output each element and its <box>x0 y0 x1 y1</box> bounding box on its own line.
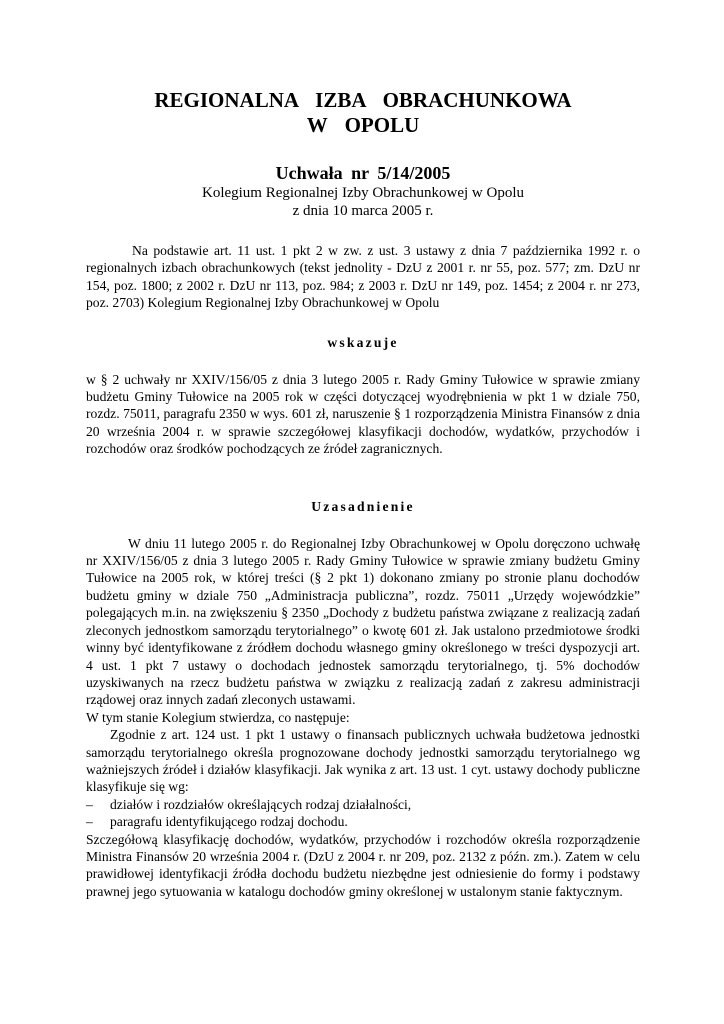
wskazuje-paragraph: w § 2 uchwały nr XXIV/156/05 z dnia 3 lutego 2005 r. Rady Gminy Tułowice w sprawie zmiany budżetu Gminy Tułowice na 2005 rok w części dotyczącej wyodrębnienia w pkt 1 w dziale 750, rozdz. 75011, paragrafu 2350 w wys. 601 zł, naruszenie § 1 rozporządzenia Ministra Finansów z dnia 20 września 2004 r. w sprawie szczegółowej klasyfikacji dochodów, wydatków, przychodów i rozchodów oraz środków pochodzących ze źródeł zagranicznych. <box>86 371 640 457</box>
institution-title <box>86 88 640 138</box>
institution-title-line2: W OPOLU <box>306 113 420 137</box>
uzasadnienie-paragraph-1: W dniu 11 lutego 2005 r. do Regionalnej Izby Obrachunkowej w Opolu doręczono uchwałę nr XXIV/156/05 z dnia 3 lutego 2005 r. Rady Gminy Tułowice w sprawie zmiany budżetu Gminy Tułowice na 2005 rok, w której treści (§ 2 pkt 1) dokonano zmiany po stronie planu dochodów budżetu gminy w dziale 750 „Administracja publiczna”, rozdz. 75011 „Urzędy wojewódzkie” polegających m.in. na zwiększeniu § 2350 „Dochody z budżetu państwa związane z realizacją zadań zleconych jednostkom samorządu terytorialnego” o kwotę 601 zł. Jak ustalono przedmiotowe środki winny być identyfikowane z źródłem dochodu własnego gminy określonego w treści dyspozycji art. 4 ust. 1 pkt 7 ustawy o dochodach jednostek samorządu terytorialnego, tj. 5% dochodów uzyskiwanych na rzecz budżetu państwa w związku z realizacją zadań z zakresu administracji rządowej oraz innych zadań zleconych ustawami. <box>86 535 640 708</box>
resolution-title: Uchwała nr 5/14/2005 <box>275 163 451 183</box>
document-page <box>86 88 640 900</box>
section-heading-uzasadnienie: Uzasadnienie <box>311 498 415 514</box>
list-item-text: paragrafu identyfikującego rodzaj dochodu. <box>110 814 348 830</box>
uzasadnienie-paragraph-4: Szczegółową klasyfikację dochodów, wydatków, przychodów i rozchodów określa rozporządzenie Ministra Finansów 20 września 2004 r. (DzU z 2004 r. nr 209, poz. 2132 z późn. zm.). Zatem w celu prawidłowej identyfikacji źródła dochodu budżetu niezbędne jest odniesienie do formy i podstawy prawnej jego sytuowania w katalogu dochodów gminy określonej w ustalonym stanie faktycznym. <box>86 831 640 899</box>
dash-bullet-icon: – <box>86 796 93 812</box>
uzasadnienie-paragraph-3: Zgodnie z art. 124 ust. 1 pkt 1 ustawy o finansach publicznych uchwała budżetowa jednostki samorządu terytorialnego określa prognozowane dochody jednostki samorządu terytorialnego wg ważniejszych źródeł i działów klasyfikacji. Jak wynika z art. 13 ust. 1 cyt. ustawy dochody publiczne klasyfikuje się wg: <box>86 727 640 795</box>
uzasadnienie-paragraph-2: W tym stanie Kolegium stwierdza, co następuje: <box>86 709 350 725</box>
list-item <box>86 796 640 813</box>
dash-bullet-icon: – <box>86 814 93 830</box>
resolution-issuer: Kolegium Regionalnej Izby Obrachunkowej w Opolu <box>201 185 524 201</box>
classification-list <box>86 796 640 831</box>
list-item <box>86 813 640 830</box>
list-item-text: działów i rozdziałów określających rodzaj działalności, <box>110 796 412 812</box>
section-heading-wskazuje: wskazuje <box>327 334 399 350</box>
resolution-date: z dnia 10 marca 2005 r. <box>292 203 434 219</box>
institution-title-line1: REGIONALNA IZBA OBRACHUNKOWA <box>154 88 572 112</box>
legal-basis-paragraph: Na podstawie art. 11 ust. 1 pkt 2 w zw. z ust. 3 ustawy z dnia 7 października 1992 r. o regionalnych izbach obrachunkowych (tekst jednolity - DzU z 2001 r. nr 55, poz. 577; zm. DzU nr 154, poz. 1800; z 2002 r. DzU nr 113, poz. 984; z 2003 r. DzU nr 149, poz. 1454; z 2004 r. nr 273, poz. 2703) Kolegium Regionalnej Izby Obrachunkowej w Opolu <box>86 243 640 311</box>
